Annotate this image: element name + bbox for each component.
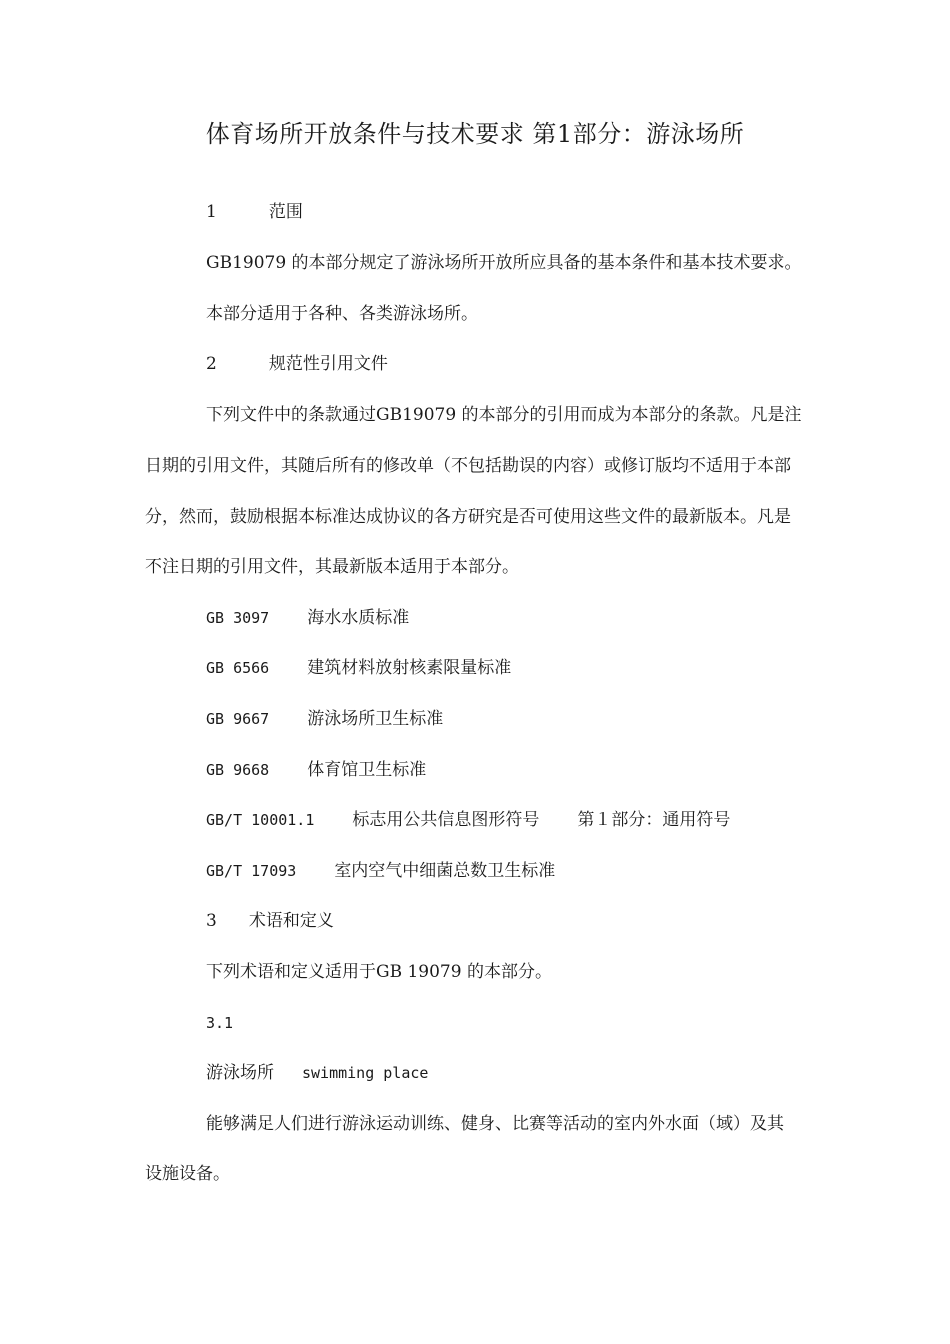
- reference-code: GB/T 17093: [206, 862, 297, 880]
- reference-item: [206, 858, 555, 884]
- paragraph-line: 分，然而，鼓励根据本标准达成协议的各方研究是否可使用这些文件的最新版本。凡是: [145, 507, 791, 527]
- section-number: 3: [206, 911, 217, 931]
- term-chinese: 游泳场所: [206, 1063, 274, 1083]
- reference-name: 标志用公共信息图形符号: [352, 810, 540, 830]
- section-title: 规范性引用文件: [268, 354, 388, 374]
- paragraph: 本部分适用于各种、各类游泳场所。: [206, 304, 478, 324]
- reference-code: GB 9668: [206, 761, 270, 779]
- section-title: 范围: [268, 202, 303, 222]
- reference-name: 海水水质标准: [307, 608, 410, 628]
- definition-line: 设施设备。: [145, 1164, 230, 1184]
- paragraph-line: 不注日期的引用文件，其最新版本适用于本部分。: [145, 557, 519, 577]
- reference-code: GB/T 10001.1: [206, 811, 315, 829]
- section-number: 2: [206, 354, 217, 374]
- reference-item: [206, 655, 511, 681]
- term-english: swimming place: [302, 1064, 429, 1082]
- paragraph: 下列术语和定义适用于GB 19079 的本部分。: [206, 962, 552, 982]
- document-title: 体育场所开放条件与技术要求 第1部分：游泳场所: [205, 120, 745, 148]
- reference-name: 游泳场所卫生标准: [307, 709, 444, 729]
- section-2-heading: [206, 351, 388, 377]
- section-1-heading: [206, 199, 303, 225]
- reference-code: GB 6566: [206, 659, 270, 677]
- term-entry: [206, 1060, 428, 1086]
- section-title: 术语和定义: [248, 911, 334, 931]
- reference-name: 建筑材料放射核素限量标准: [307, 658, 512, 678]
- paragraph-line: 日期的引用文件，其随后所有的修改单（不包括勘误的内容）或修订版均不适用于本部: [145, 456, 791, 476]
- reference-name: 室内空气中细菌总数卫生标准: [334, 861, 556, 881]
- reference-code: GB 9667: [206, 710, 270, 728]
- section-3-heading: [206, 908, 334, 934]
- reference-item: [206, 757, 426, 783]
- paragraph-line: 下列文件中的条款通过GB19079 的本部分的引用而成为本部分的条款。凡是注: [206, 405, 802, 425]
- reference-part: 第１部分：通用符号: [577, 810, 731, 830]
- section-number: 1: [206, 202, 217, 222]
- reference-item: [206, 807, 730, 833]
- subsection-number: 3.1: [206, 1014, 234, 1032]
- reference-item: [206, 706, 443, 732]
- definition-line: 能够满足人们进行游泳运动训练、健身、比赛等活动的室内外水面（域）及其: [206, 1114, 784, 1134]
- reference-name: 体育馆卫生标准: [307, 760, 427, 780]
- reference-code: GB 3097: [206, 609, 270, 627]
- paragraph: GB19079 的本部分规定了游泳场所开放所应具备的基本条件和基本技术要求。: [206, 253, 802, 273]
- reference-item: [206, 605, 409, 631]
